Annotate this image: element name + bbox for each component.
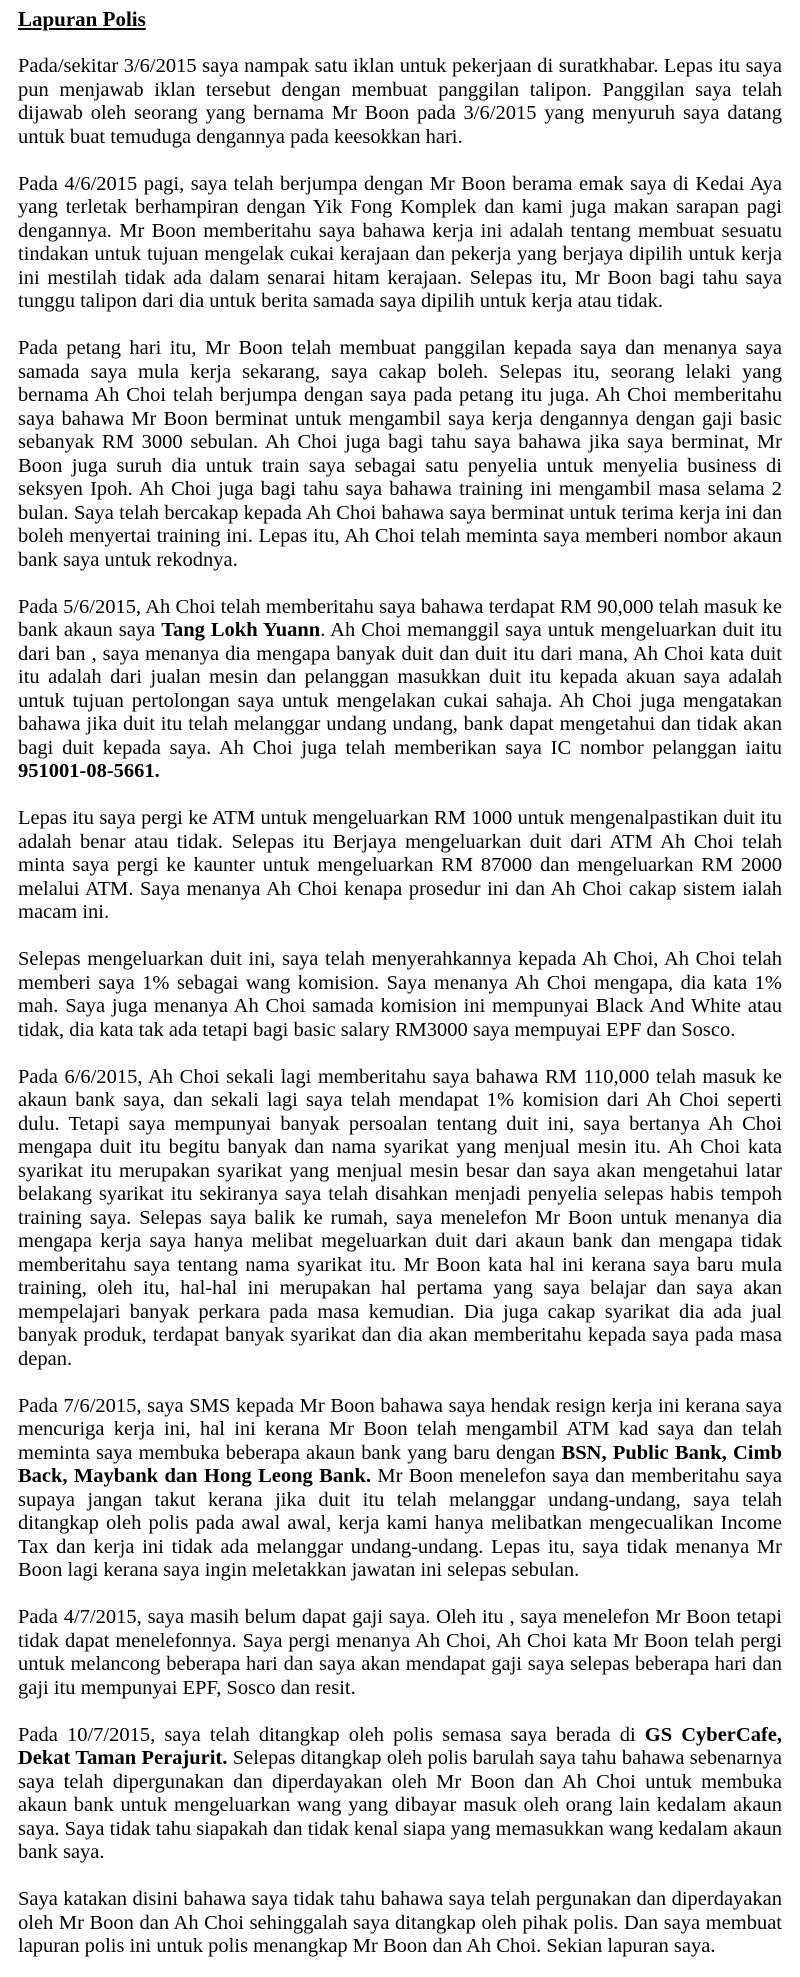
bold-text-run: GS CyberCafe, Dekat Taman Perajurit. — [18, 1723, 782, 1769]
text-run: Lepas itu saya pergi ke ATM untuk mengeluarkan RM 1000 untuk mengenalpastikan duit itu adalah benar atau tidak. Selepas itu Berjaya mengeluarkan duit dari ATM Ah Choi telah minta saya pergi ke kaunter untuk mengeluarkan RM 87000 dan mengeluarkan RM 2000 melalui ATM. Saya menanya Ah Choi kenapa prosedur ini dan Ah Choi cakap sistem ialah macam ini. — [18, 807, 782, 923]
text-run: Pada 4/7/2015, saya masih belum dapat gaji saya. Oleh itu , saya menelefon Mr Boon tetapi tidak dapat menelefonnya. Saya pergi menanya Ah Choi, Ah Choi kata Mr Boon telah pergi untuk melancong beberapa hari dan saya akan mendapat gaji saya selepas beberapa hari dan gaji itu mempunyai EPF, Sosco dan resit. — [18, 1606, 782, 1699]
document-title: Lapuran Polis — [18, 7, 146, 31]
paragraph — [18, 1066, 782, 1372]
bold-text-run: Tang Lokh Yuann — [161, 619, 321, 641]
paragraph — [18, 55, 782, 149]
bold-text-run: BSN, Public Bank, Cimb Back, Maybank dan Hong Leong Bank. — [18, 1441, 782, 1487]
paragraph — [18, 1606, 782, 1700]
text-run: Selepas mengeluarkan duit ini, saya telah menyerahkannya kepada Ah Choi, Ah Choi telah memberi saya 1% sebagai wang komision. Saya menanya Ah Choi mengapa, dia kata 1% mah. Saya juga menanya Ah Choi samada komision ini mempunyai Black And White atau tidak, dia kata tak ada tetapi bagi basic salary RM3000 saya mempuyai EPF dan Sosco. — [18, 948, 782, 1041]
paragraph — [18, 1888, 782, 1959]
text-run: Mr Boon menelefon saya dan memberitahu saya supaya jangan takut kerana jika duit itu telah melanggar undang-undang, saya telah ditangkap oleh polis pada awal awal, kerja kami hanya melibatkan mengecualikan Income Tax dan kerja ini tidak ada melanggar undang-undang. Lepas itu, saya tidak menanya Mr Boon lagi kerana saya ingin meletakkan jawatan ini selepas sebulan. — [18, 1465, 782, 1581]
text-run: Pada 7/6/2015, saya SMS kepada Mr Boon bahawa saya hendak resign kerja ini kerana saya mencuriga kerja ini, hal ini kerana Mr Boon telah mengambil ATM kad saya dan telah meminta saya membuka beberapa akaun bank yang baru dengan — [18, 1394, 782, 1464]
text-run: Selepas ditangkap oleh polis barulah saya tahu bahawa sebenarnya saya telah dipergunakan dan diperdayakan oleh Mr Boon dan Ah Choi untuk membuka akaun bank untuk mengeluarkan wang yang dibayar masuk oleh orang lain kedalam akaun saya. Saya tidak tahu siapakah dan tidak kenal siapa yang memasukkan wang kedalam akaun bank saya. — [18, 1747, 782, 1863]
text-run: Saya katakan disini bahawa saya tidak tahu bahawa saya telah pergunakan dan diperdayakan oleh Mr Boon dan Ah Choi sehinggalah saya ditangkap oleh pihak polis. Dan saya membuat lapuran polis ini untuk polis menangkap Mr Boon dan Ah Choi. Sekian lapuran saya. — [18, 1888, 782, 1957]
paragraph — [18, 337, 782, 572]
paragraph — [18, 807, 782, 925]
text-run: Pada 6/6/2015, Ah Choi sekali lagi memberitahu saya bahawa RM 110,000 telah masuk ke akaun bank saya, dan sekali lagi saya telah mendapat 1% komision dari Ah Choi seperti dulu. Tetapi saya mempunyai banyak persoalan tentang duit ini, saya bertanya Ah Choi mengapa duit itu begitu banyak dan nama syarikat yang menjual mesin itu. Ah Choi kata syarikat itu merupakan syarikat yang menjual mesin besar dan saya akan mengetahui latar belakang syarikat itu sekiranya saya telah disahkan menjadi penyelia selepas habis tempoh training saya. Selepas saya balik ke rumah, saya menelefon Mr Boon untuk menanya dia mengapa kerja saya hanya melibat megeluarkan duit dari akaun bank dan mengapa tidak memberitahu saya tentang nama syarikat itu. Mr Boon kata hal ini kerana saya baru mula training, oleh itu, hal-hal ini merupakan hal pertama yang saya belajar dan saya akan mempelajari banyak perkara pada masa kemudian. Dia juga cakap syarikat dia ada jual banyak produk, terdapat banyak syarikat dan dia akan memberitahu kepada saya pada masa depan. — [18, 1065, 782, 1370]
paragraph — [18, 1724, 782, 1865]
text-run: Pada/sekitar 3/6/2015 saya nampak satu iklan untuk pekerjaan di suratkhabar. Lepas itu saya pun menjawab iklan tersebut dengan membuat panggilan talipon. Panggilan saya telah dijawab oleh seorang yang bernama Mr Boon pada 3/6/2015 yang menyuruh saya datang untuk buat temuduga dengannya pada keesokkan hari. — [18, 55, 782, 148]
paragraph — [18, 1395, 782, 1583]
text-run: . Ah Choi memanggil saya untuk mengeluarkan duit itu dari ban , saya menanya dia mengapa banyak duit dan duit itu dari mana, Ah Choi kata duit itu adalah dari jualan mesin dan pelanggan masukkan duit itu kepada akuan saya adalah untuk tujuan pertolongan saya untuk mengelakan cukai sahaja. Ah Choi juga mengatakan bahawa jika duit itu telah melanggar undang undang, bank dapat mengetahui dan tidak akan bagi duit kepada saya. Ah Choi juga telah memberikan saya IC nombor pelanggan iaitu — [18, 619, 782, 759]
text-run: Pada 10/7/2015, saya telah ditangkap oleh polis semasa saya berada di — [18, 1723, 645, 1746]
paragraph — [18, 948, 782, 1042]
text-run: Pada 4/6/2015 pagi, saya telah berjumpa dengan Mr Boon berama emak saya di Kedai Aya yang terletak berhampiran dengan Yik Fong Komplek dan kami juga makan sarapan pagi dengannya. Mr Boon memberitahu saya bahawa kerja ini adalah tentang membuat sesuatu tindakan untuk tujuan mengelak cukai kerajaan dan pekerja yang berjaya dipilih untuk kerja ini mestilah tidak ada dalam senarai hitam kerajaan. Selepas itu, Mr Boon bagi tahu saya tunggu talipon dari dia untuk berita samada saya dipilih untuk kerja atau tidak. — [18, 172, 782, 312]
text-run: Pada 5/6/2015, Ah Choi telah memberitahu saya bahawa terdapat RM 90,000 telah masuk ke bank akaun saya — [18, 595, 782, 641]
paragraph — [18, 596, 782, 784]
paragraph — [18, 173, 782, 314]
document-body — [18, 55, 782, 1959]
text-run: Pada petang hari itu, Mr Boon telah membuat panggilan kepada saya dan menanya saya samada saya mula kerja sekarang, saya cakap boleh. Selepas itu, seorang lelaki yang bernama Ah Choi telah berjumpa dengan saya pada petang itu juga. Ah Choi memberitahu saya bahawa Mr Boon berminat untuk mengambil saya kerja dengannya dengan gaji basic sebanyak RM 3000 sebulan. Ah Choi juga bagi tahu saya bahawa jika saya berminat, Mr Boon juga suruh dia untuk train saya sebagai satu penyelia untuk menyelia business di seksyen Ipoh. Ah Choi juga bagi tahu saya bahawa training ini mengambil masa selama 2 bulan. Saya telah bercakap kepada Ah Choi bahawa saya berminat untuk terima kerja ini dan boleh menyertai training ini. Lepas itu, Ah Choi telah meminta saya memberi nombor akaun bank saya untuk rekodnya. — [18, 337, 782, 571]
bold-text-run: 951001-08-5661. — [18, 760, 160, 782]
